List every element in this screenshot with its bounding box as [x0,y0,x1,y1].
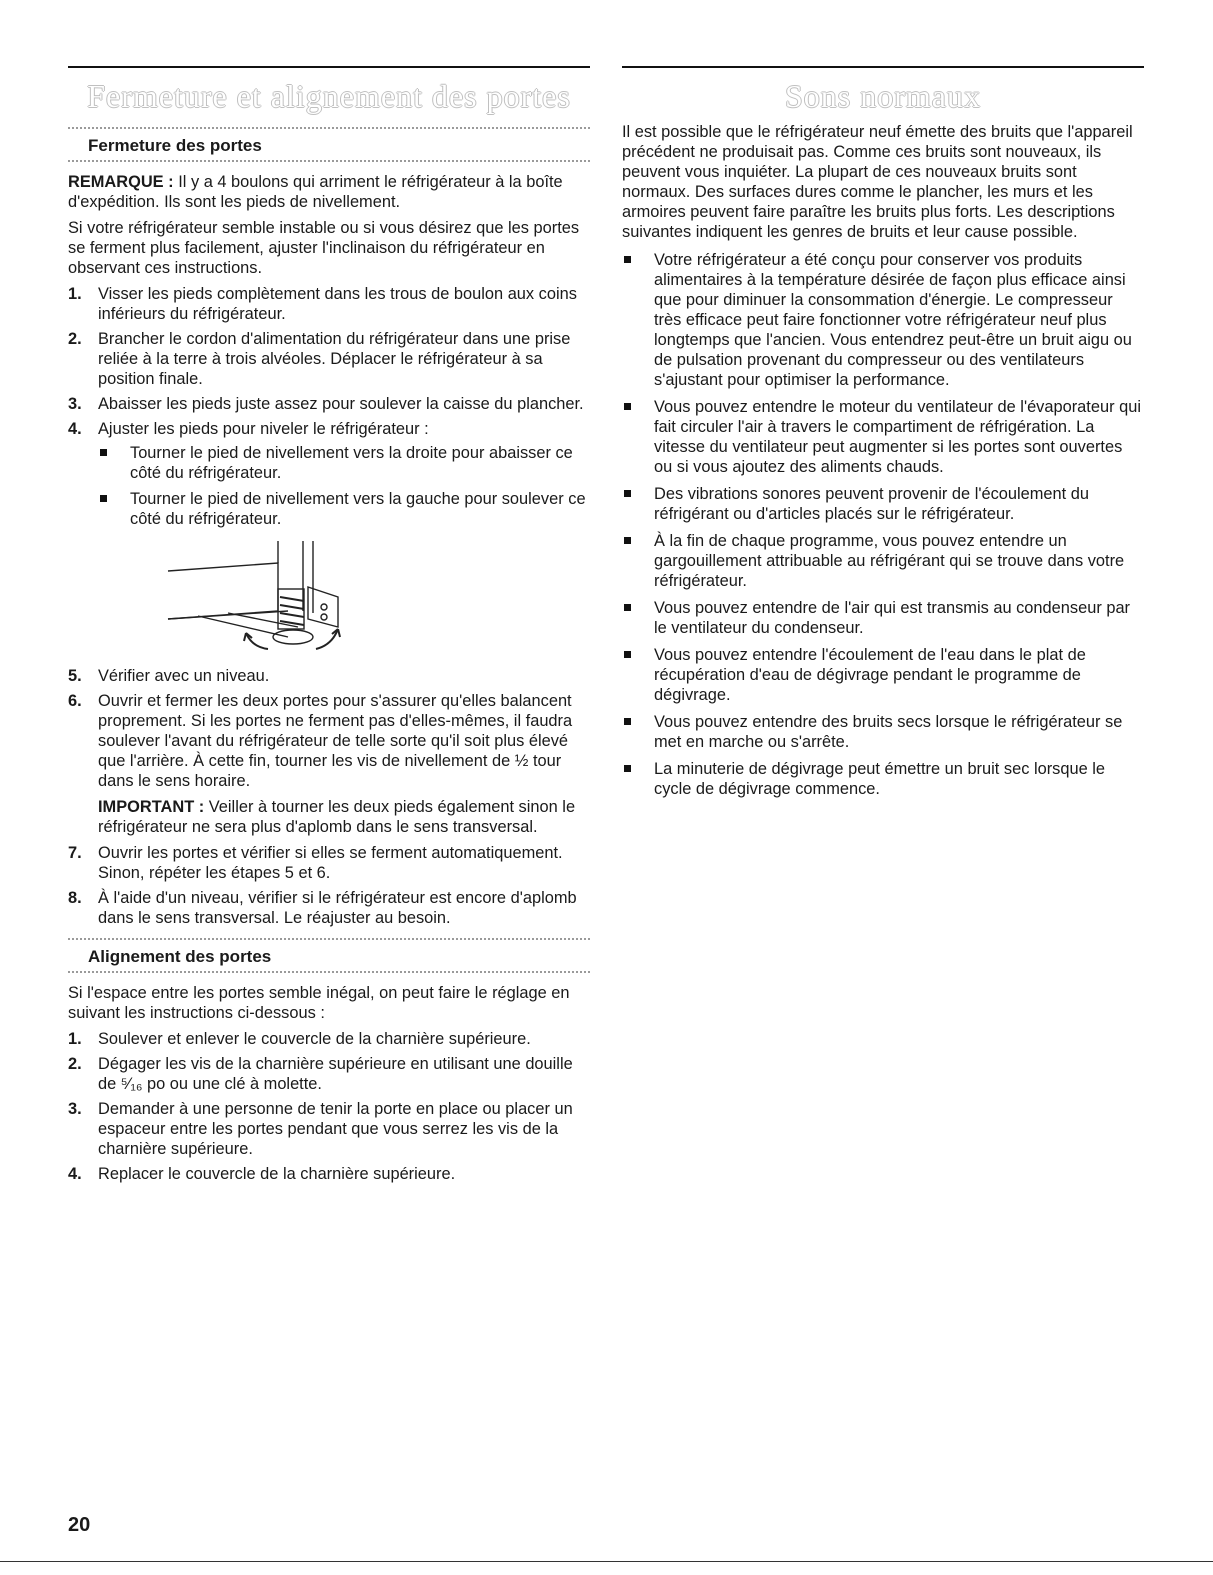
bullet-item: Vous pouvez entendre le moteur du ventilateur de l'évaporateur qui fait circuler l'air à travers le compartiment de réfrigération. La vitesse du ventilateur peut augmenter si les portes sont ouvertes ou si vous ajoutez des aliments chauds. [622,397,1144,477]
step-text: Vérifier avec un niveau. [98,667,270,685]
step-item [68,284,590,324]
step-item [68,419,590,529]
step-number: 1. [68,285,82,303]
step-text: Ouvrir les portes et vérifier si elles se ferment automatiquement. Sinon, répéter les étapes 5 et 6. [98,844,563,882]
step-number: 6. [68,692,82,710]
step-text: Soulever et enlever le couvercle de la charnière supérieure. [98,1030,531,1048]
alignment-steps [68,1029,590,1184]
sounds-intro: Il est possible que le réfrigérateur neuf émette des bruits que l'appareil précédent ne produisait pas. Comme ces bruits sont nouveaux, ils peuvent vous inquiéter. La plupart de ces nouveaux bruits sont normaux. Des surfaces dures comme le plancher, les murs et les armoires peuvent faire paraître les bruits plus forts. Les descriptions suivantes indiquent les genres de bruits et leur cause possible. [622,123,1133,241]
step-number: 2. [68,330,82,348]
bullet-item: La minuterie de dégivrage peut émettre un bruit sec lorsque le cycle de dégivrage commence. [622,759,1144,799]
step-number: 5. [68,667,82,685]
important-paragraph [98,797,590,837]
important-label: IMPORTANT : [98,798,205,816]
subheading-closing: Fermeture des portes [88,136,262,155]
bullet-item: Tourner le pied de nivellement vers la droite pour abaisser ce côté du réfrigérateur. [98,443,590,483]
dotted-rule [68,160,590,162]
bullet-item: Des vibrations sonores peuvent provenir de l'écoulement du réfrigérant ou d'articles placés sur le réfrigérateur. [622,484,1144,524]
step-item [68,691,590,837]
step-item [68,888,590,928]
bullet-item: À la fin de chaque programme, vous pouvez entendre un gargouillement attribuable au réfrigérant qui se trouve dans votre réfrigérateur. [622,531,1144,591]
bottom-rule [0,1561,1213,1562]
step-number: 3. [68,1100,82,1118]
step-number: 4. [68,420,82,438]
bullet-item: Tourner le pied de nivellement vers la gauche pour soulever ce côté du réfrigérateur. [98,489,590,529]
step-item [68,843,590,883]
note-paragraph [68,172,590,212]
leveling-foot-illustration [128,541,428,653]
step-item [68,1054,590,1094]
step-number: 2. [68,1055,82,1073]
step-item [68,1029,590,1049]
important-text: Veiller à tourner les deux pieds également sinon le réfrigérateur ne sera plus d'aplomb dans le sens transversal. [98,798,576,836]
alignment-intro: Si l'espace entre les portes semble inégal, on peut faire le réglage en suivant les instructions ci-dessous : [68,984,570,1022]
sounds-bullets [622,250,1144,799]
top-rule [68,66,590,68]
step-item [68,666,590,686]
dotted-rule [68,971,590,973]
step-item [68,394,590,414]
leveling-bullets [98,443,590,529]
step-number: 3. [68,395,82,413]
step-item [68,1164,590,1184]
step-text: Ajuster les pieds pour niveler le réfrigérateur : [98,420,429,438]
top-rule [622,66,1144,68]
step-item [68,329,590,389]
page-number: 20 [68,1514,91,1536]
step-text: Visser les pieds complètement dans les trous de boulon aux coins inférieurs du réfrigérateur. [98,285,577,323]
step-text: Abaisser les pieds juste assez pour soulever la caisse du plancher. [98,395,584,413]
step-number: 4. [68,1165,82,1183]
note-text: Il y a 4 boulons qui arriment le réfrigérateur à la boîte d'expédition. Ils sont les pieds de nivellement. [68,173,563,211]
step-text: Demander à une personne de tenir la porte en place ou placer un espaceur entre les portes pendant que vous serrez les vis de la charnière supérieure. [98,1100,573,1158]
closing-steps-continued [68,666,590,928]
bullet-item: Vous pouvez entendre de l'air qui est transmis au condenseur par le ventilateur du condenseur. [622,598,1144,638]
step-item [68,1099,590,1159]
right-content [622,122,1144,806]
step-text: À l'aide d'un niveau, vérifier si le réfrigérateur est encore d'aplomb dans le sens transversal. Le réajuster au besoin. [98,889,577,927]
step-number: 1. [68,1030,82,1048]
step-text: Ouvrir et fermer les deux portes pour s'assurer qu'elles balancent proprement. Si les portes ne ferment pas d'elles-mêmes, il faudra soulever l'avant du réfrigérateur de telle sorte qu'il soit plus élevé que l'arrière. À cette fin, tourner les vis de nivellement de ½ tour dans le sens horaire. [98,692,573,790]
step-text: Dégager les vis de la charnière supérieure en utilisant une douille de ⁵⁄₁₆ po ou une clé à molette. [98,1055,573,1093]
section-title-sounds: Sons normaux [785,78,981,114]
note-label: REMARQUE : [68,173,174,191]
bullet-item: Votre réfrigérateur a été conçu pour conserver vos produits alimentaires à la température désirée de façon plus efficace ainsi que pour diminuer la consommation d'énergie. Le compresseur très efficace peut faire fonctionner votre réfrigérateur neuf plus longtemps que l'ancien. Vous entendrez peut-être un bruit aigu ou de pulsation provenant du compresseur ou des ventilateurs s'ajustant pour optimiser la performance. [622,250,1144,390]
step-number: 7. [68,844,82,862]
left-content [68,127,590,1189]
closing-steps [68,284,590,529]
subheading-alignment: Alignement des portes [88,947,272,966]
step-number: 8. [68,889,82,907]
step-text: Replacer le couvercle de la charnière supérieure. [98,1165,456,1183]
bullet-item: Vous pouvez entendre l'écoulement de l'eau dans le plat de récupération d'eau de dégivrage pendant le programme de dégivrage. [622,645,1144,705]
step-text: Brancher le cordon d'alimentation du réfrigérateur dans une prise reliée à la terre à trois alvéoles. Déplacer le réfrigérateur à sa position finale. [98,330,571,388]
section-title-doors: Fermeture et alignement des portes [87,78,571,114]
bullet-item: Vous pouvez entendre des bruits secs lorsque le réfrigérateur se met en marche ou s'arrête. [622,712,1144,752]
intro-paragraph: Si votre réfrigérateur semble instable ou si vous désirez que les portes se ferment plus facilement, ajuster l'inclinaison du réfrigérateur en observant ces instructions. [68,219,580,277]
